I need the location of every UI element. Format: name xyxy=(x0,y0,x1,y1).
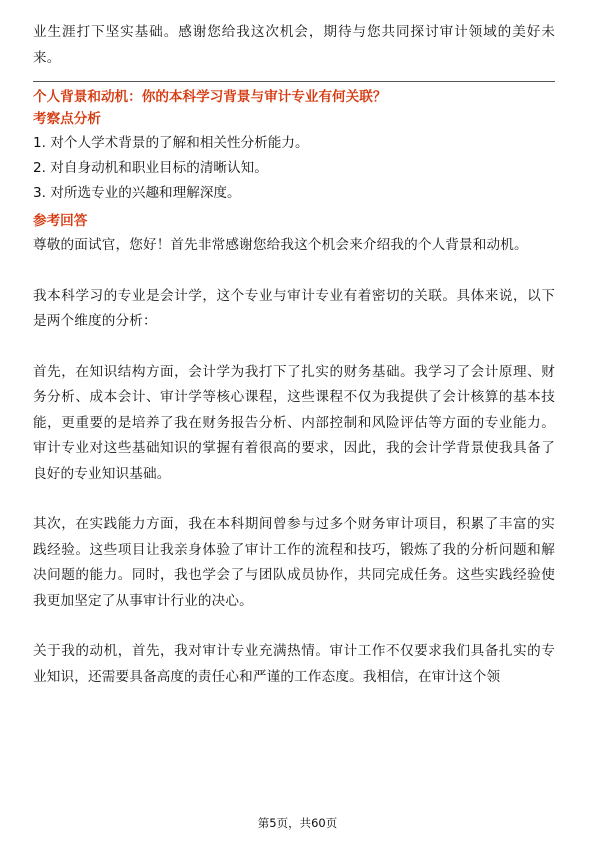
analysis-point-1: 1. 对个人学术背景的了解和相关性分析能力。 xyxy=(33,135,309,151)
page-content xyxy=(33,20,555,690)
paragraph-gap xyxy=(33,335,555,360)
paragraph-gap xyxy=(33,487,555,512)
intro-tail-paragraph: 业生涯打下坚实基础。感谢您给我这次机会，期待与您共同探讨审计领域的美好未来。 xyxy=(33,24,555,66)
section-divider xyxy=(33,81,555,82)
paragraph-gap xyxy=(33,259,555,284)
analysis-point-2: 2. 对自身动机和职业目标的清晰认知。 xyxy=(33,160,268,176)
page-number-footer: 第5页，共60页 xyxy=(257,816,338,830)
answer-heading: 参考回答 xyxy=(33,213,88,229)
analysis-point-3: 3. 对所选专业的兴趣和理解深度。 xyxy=(33,185,241,201)
answer-paragraph-3: 首先，在知识结构方面，会计学为我打下了扎实的财务基础。我学习了会计原理、财务分析、成本会计、审计学等核心课程，这些课程不仅为我提供了会计核算的基本技能，更重要的是培养了我在财务报告分析、内部控制和风险评估等方面的专业能力。审计专业对这些基础知识的掌握有着很高的要求，因此，我的会计学背景使我具备了良好的专业知识基础。 xyxy=(33,363,555,482)
answer-paragraph-5: 关于我的动机，首先，我对审计专业充满热情。审计工作不仅要求我们具备扎实的专业知识，还需要具备高度的责任心和严谨的工作态度。我相信，在审计这个领 xyxy=(33,643,555,685)
analysis-heading: 考察点分析 xyxy=(33,111,101,127)
answer-paragraph-2: 我本科学习的专业是会计学，这个专业与审计专业有着密切的关联。具体来说，以下是两个维度的分析： xyxy=(33,287,555,329)
paragraph-gap xyxy=(33,614,555,639)
answer-paragraph-1: 尊敬的面试官，您好！首先非常感谢您给我这个机会来介绍我的个人背景和动机。 xyxy=(33,237,528,253)
question-title: 个人背景和动机：你的本科学习背景与审计专业有何关联？ xyxy=(33,89,387,105)
answer-paragraph-4: 其次，在实践能力方面，我在本科期间曾参与过多个财务审计项目，积累了丰富的实践经验。这些项目让我亲身体验了审计工作的流程和技巧，锻炼了我的分析问题和解决问题的能力。同时，我也学会了与团队成员协作，共同完成任务。这些实践经验使我更加坚定了从事审计行业的决心。 xyxy=(33,516,555,609)
